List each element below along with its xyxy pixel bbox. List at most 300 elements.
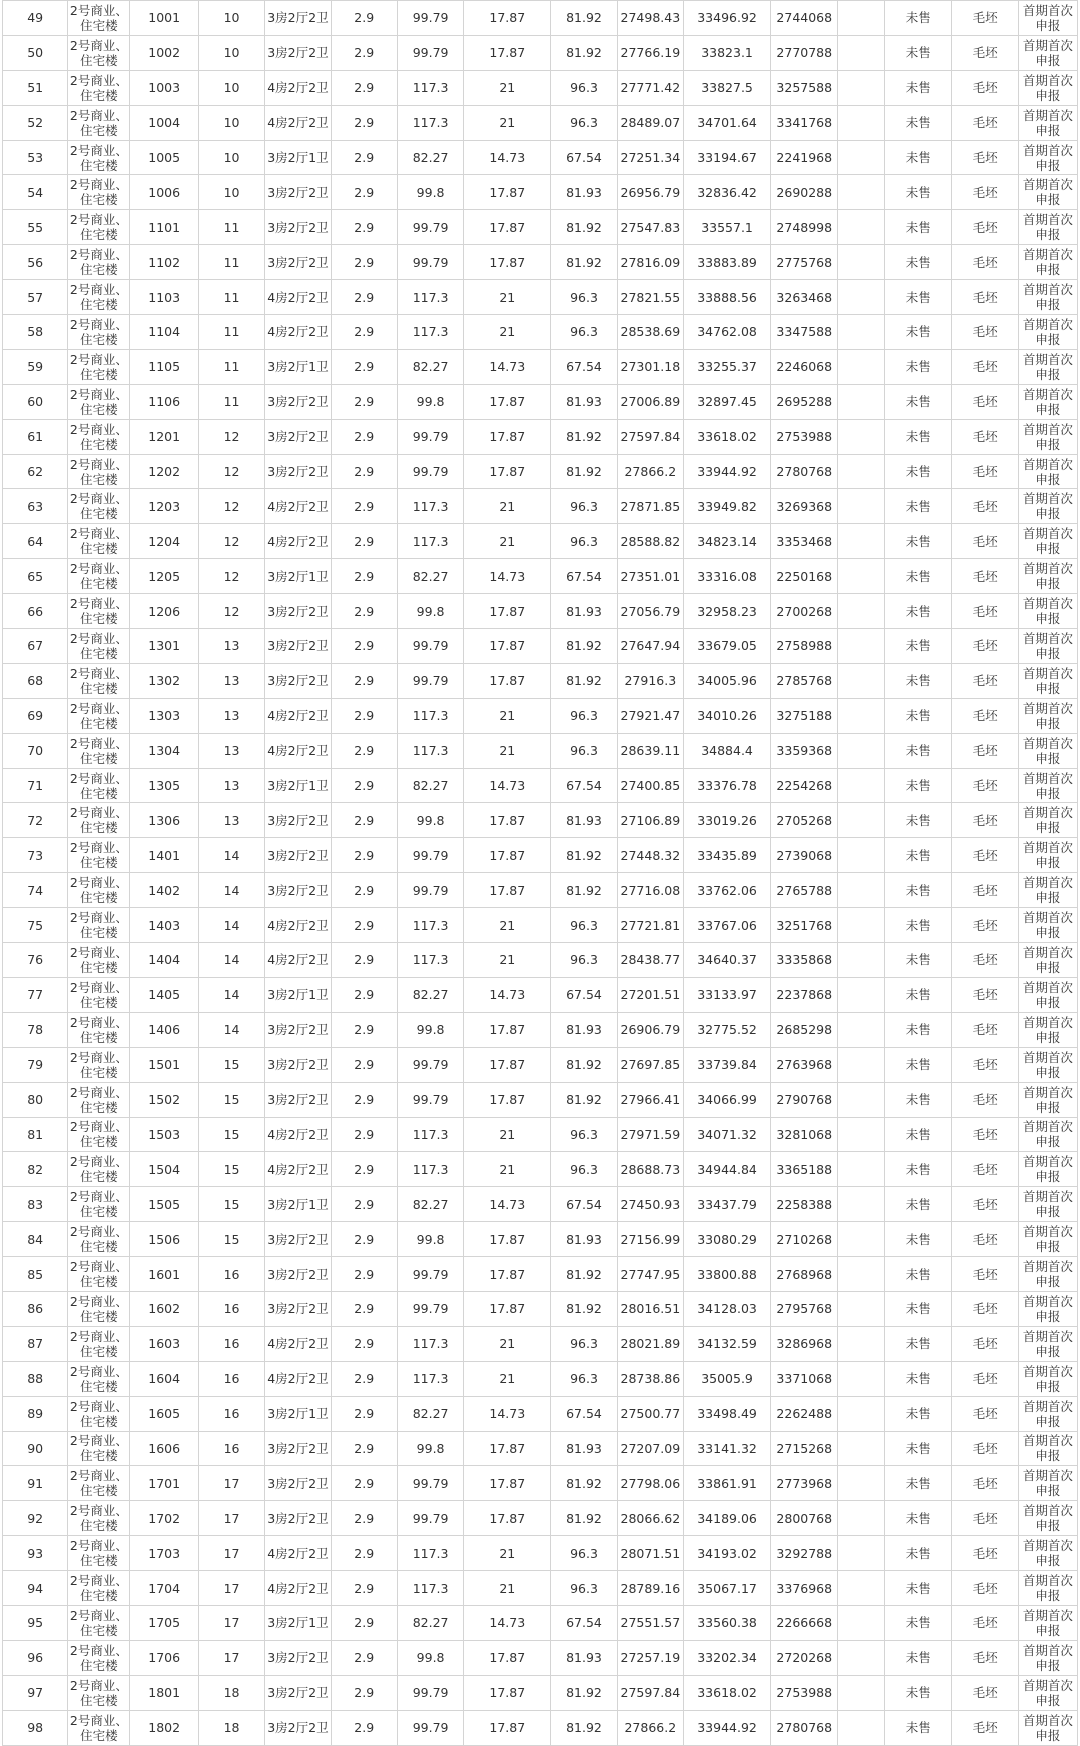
cell-inner-area: 67.54 [551,768,617,803]
cell-filing-status: 首期首次申报 [1018,768,1077,803]
cell-inner-area: 81.93 [551,1640,617,1675]
cell-row-number: 78 [3,1012,68,1047]
cell-price-per-inner-sqm: 33823.1 [684,35,771,70]
cell-inner-area: 67.54 [551,1187,617,1222]
cell-total-price: 2739068 [771,838,838,873]
cell-unit-number: 1802 [130,1710,198,1745]
cell-floor: 16 [198,1257,264,1292]
cell-filing-status: 首期首次申报 [1018,245,1077,280]
cell-shared-area: 17.87 [464,454,551,489]
cell-floor: 11 [198,210,264,245]
cell-floor-height: 2.9 [331,663,397,698]
table-row [3,210,1078,245]
cell-building: 2号商业、住宅楼 [68,175,130,210]
cell-finish-status: 毛坯 [952,977,1018,1012]
cell-row-number: 95 [3,1605,68,1640]
cell-sale-status: 未售 [885,1082,952,1117]
cell-floor-height: 2.9 [331,1710,397,1745]
cell-price-per-inner-sqm: 34128.03 [684,1291,771,1326]
cell-price-per-built-sqm: 27201.51 [617,977,683,1012]
cell-building: 2号商业、住宅楼 [68,35,130,70]
cell-total-price: 2254268 [771,768,838,803]
cell-building: 2号商业、住宅楼 [68,1047,130,1082]
cell-floor: 10 [198,175,264,210]
cell-unit-number: 1603 [130,1326,198,1361]
cell-floor: 13 [198,733,264,768]
cell-finish-status: 毛坯 [952,1710,1018,1745]
cell-floor: 15 [198,1187,264,1222]
cell-finish-status: 毛坯 [952,1187,1018,1222]
cell-price-per-built-sqm: 27816.09 [617,245,683,280]
cell-row-number: 60 [3,384,68,419]
cell-building: 2号商业、住宅楼 [68,280,130,315]
cell-layout: 3房2厅2卫 [265,384,331,419]
cell-filing-status: 首期首次申报 [1018,698,1077,733]
cell-sale-status: 未售 [885,175,952,210]
table-row [3,1361,1078,1396]
cell-layout: 3房2厅2卫 [265,419,331,454]
cell-price-per-built-sqm: 27006.89 [617,384,683,419]
cell-unit-number: 1103 [130,280,198,315]
cell-sale-status: 未售 [885,733,952,768]
cell-finish-status: 毛坯 [952,1431,1018,1466]
cell-layout: 3房2厅2卫 [265,873,331,908]
cell-price-per-inner-sqm: 32897.45 [684,384,771,419]
cell-sale-status: 未售 [885,419,952,454]
cell-built-area: 82.27 [397,1396,463,1431]
cell-floor-height: 2.9 [331,733,397,768]
cell-blank [838,1152,885,1187]
cell-shared-area: 21 [464,943,551,978]
cell-blank [838,315,885,350]
cell-shared-area: 17.87 [464,1501,551,1536]
cell-price-per-inner-sqm: 33498.49 [684,1396,771,1431]
cell-floor-height: 2.9 [331,768,397,803]
cell-total-price: 2770788 [771,35,838,70]
cell-sale-status: 未售 [885,1361,952,1396]
cell-finish-status: 毛坯 [952,245,1018,280]
cell-blank [838,977,885,1012]
cell-finish-status: 毛坯 [952,454,1018,489]
cell-floor: 10 [198,35,264,70]
cell-building: 2号商业、住宅楼 [68,943,130,978]
table-row [3,1466,1078,1501]
cell-shared-area: 14.73 [464,977,551,1012]
cell-price-per-inner-sqm: 33437.79 [684,1187,771,1222]
cell-blank [838,70,885,105]
cell-floor: 18 [198,1710,264,1745]
cell-unit-number: 1606 [130,1431,198,1466]
cell-filing-status: 首期首次申报 [1018,1605,1077,1640]
cell-finish-status: 毛坯 [952,489,1018,524]
cell-floor-height: 2.9 [331,943,397,978]
table-row [3,559,1078,594]
cell-blank [838,245,885,280]
cell-building: 2号商业、住宅楼 [68,315,130,350]
cell-total-price: 2773968 [771,1466,838,1501]
cell-built-area: 117.3 [397,524,463,559]
cell-inner-area: 81.92 [551,1710,617,1745]
cell-blank [838,1605,885,1640]
cell-row-number: 92 [3,1501,68,1536]
cell-layout: 3房2厅2卫 [265,1291,331,1326]
cell-floor-height: 2.9 [331,1291,397,1326]
cell-price-per-inner-sqm: 33194.67 [684,140,771,175]
table-row [3,105,1078,140]
cell-inner-area: 81.92 [551,1675,617,1710]
cell-shared-area: 17.87 [464,803,551,838]
cell-floor: 14 [198,977,264,1012]
table-row [3,1291,1078,1326]
cell-floor-height: 2.9 [331,105,397,140]
cell-built-area: 99.79 [397,629,463,664]
cell-unit-number: 1003 [130,70,198,105]
cell-price-per-inner-sqm: 33133.97 [684,977,771,1012]
cell-shared-area: 21 [464,698,551,733]
cell-filing-status: 首期首次申报 [1018,1536,1077,1571]
cell-total-price: 2690288 [771,175,838,210]
cell-row-number: 90 [3,1431,68,1466]
cell-filing-status: 首期首次申报 [1018,70,1077,105]
cell-building: 2号商业、住宅楼 [68,454,130,489]
cell-building: 2号商业、住宅楼 [68,1501,130,1536]
cell-total-price: 2780768 [771,454,838,489]
cell-unit-number: 1305 [130,768,198,803]
cell-inner-area: 96.3 [551,1571,617,1606]
cell-building: 2号商业、住宅楼 [68,768,130,803]
cell-row-number: 89 [3,1396,68,1431]
cell-price-per-inner-sqm: 34944.84 [684,1152,771,1187]
cell-built-area: 99.79 [397,245,463,280]
cell-building: 2号商业、住宅楼 [68,140,130,175]
cell-price-per-built-sqm: 27916.3 [617,663,683,698]
cell-finish-status: 毛坯 [952,1,1018,36]
cell-building: 2号商业、住宅楼 [68,1291,130,1326]
cell-layout: 3房2厅2卫 [265,629,331,664]
cell-price-per-inner-sqm: 33560.38 [684,1605,771,1640]
cell-built-area: 99.79 [397,1082,463,1117]
cell-built-area: 99.8 [397,175,463,210]
cell-inner-area: 96.3 [551,280,617,315]
cell-built-area: 117.3 [397,733,463,768]
cell-price-per-built-sqm: 27921.47 [617,698,683,733]
cell-blank [838,1,885,36]
cell-row-number: 87 [3,1326,68,1361]
cell-row-number: 91 [3,1466,68,1501]
cell-unit-number: 1401 [130,838,198,873]
cell-built-area: 99.8 [397,1431,463,1466]
cell-finish-status: 毛坯 [952,803,1018,838]
cell-inner-area: 96.3 [551,698,617,733]
cell-sale-status: 未售 [885,1675,952,1710]
cell-row-number: 69 [3,698,68,733]
cell-floor: 14 [198,873,264,908]
cell-floor-height: 2.9 [331,454,397,489]
cell-sale-status: 未售 [885,315,952,350]
cell-inner-area: 67.54 [551,1396,617,1431]
cell-sale-status: 未售 [885,140,952,175]
cell-total-price: 2720268 [771,1640,838,1675]
cell-price-per-built-sqm: 27400.85 [617,768,683,803]
cell-building: 2号商业、住宅楼 [68,1152,130,1187]
cell-floor-height: 2.9 [331,1047,397,1082]
cell-building: 2号商业、住宅楼 [68,733,130,768]
cell-total-price: 3269368 [771,489,838,524]
cell-layout: 4房2厅2卫 [265,698,331,733]
cell-built-area: 117.3 [397,943,463,978]
cell-floor-height: 2.9 [331,1257,397,1292]
cell-filing-status: 首期首次申报 [1018,1571,1077,1606]
cell-floor-height: 2.9 [331,419,397,454]
cell-unit-number: 1701 [130,1466,198,1501]
cell-shared-area: 17.87 [464,594,551,629]
cell-row-number: 98 [3,1710,68,1745]
cell-price-per-inner-sqm: 32775.52 [684,1012,771,1047]
table-row [3,349,1078,384]
cell-filing-status: 首期首次申报 [1018,1222,1077,1257]
table-row [3,1082,1078,1117]
cell-filing-status: 首期首次申报 [1018,1152,1077,1187]
cell-sale-status: 未售 [885,977,952,1012]
cell-unit-number: 1206 [130,594,198,629]
cell-floor: 10 [198,70,264,105]
cell-unit-number: 1404 [130,943,198,978]
cell-row-number: 64 [3,524,68,559]
cell-row-number: 75 [3,908,68,943]
cell-built-area: 117.3 [397,70,463,105]
cell-blank [838,908,885,943]
cell-inner-area: 96.3 [551,1536,617,1571]
cell-building: 2号商业、住宅楼 [68,1605,130,1640]
cell-total-price: 3365188 [771,1152,838,1187]
cell-floor-height: 2.9 [331,489,397,524]
cell-unit-number: 1006 [130,175,198,210]
table-row [3,594,1078,629]
cell-row-number: 96 [3,1640,68,1675]
table-row [3,1605,1078,1640]
cell-row-number: 67 [3,629,68,664]
cell-total-price: 3353468 [771,524,838,559]
cell-shared-area: 21 [464,315,551,350]
cell-floor-height: 2.9 [331,1117,397,1152]
cell-unit-number: 1302 [130,663,198,698]
table-row [3,489,1078,524]
table-row [3,245,1078,280]
cell-total-price: 3263468 [771,280,838,315]
cell-row-number: 97 [3,1675,68,1710]
cell-row-number: 55 [3,210,68,245]
cell-finish-status: 毛坯 [952,1012,1018,1047]
cell-price-per-inner-sqm: 33618.02 [684,419,771,454]
cell-layout: 3房2厅2卫 [265,35,331,70]
cell-unit-number: 1503 [130,1117,198,1152]
cell-blank [838,768,885,803]
cell-layout: 4房2厅2卫 [265,105,331,140]
table-row [3,70,1078,105]
table-row [3,873,1078,908]
cell-building: 2号商业、住宅楼 [68,1571,130,1606]
cell-blank [838,1222,885,1257]
cell-layout: 3房2厅1卫 [265,1605,331,1640]
cell-floor: 12 [198,454,264,489]
cell-blank [838,1536,885,1571]
cell-shared-area: 17.87 [464,838,551,873]
cell-sale-status: 未售 [885,803,952,838]
cell-finish-status: 毛坯 [952,140,1018,175]
cell-filing-status: 首期首次申报 [1018,1012,1077,1047]
cell-price-per-built-sqm: 28738.86 [617,1361,683,1396]
cell-finish-status: 毛坯 [952,698,1018,733]
cell-blank [838,105,885,140]
cell-floor-height: 2.9 [331,1222,397,1257]
cell-total-price: 3281068 [771,1117,838,1152]
cell-blank [838,35,885,70]
cell-sale-status: 未售 [885,280,952,315]
cell-finish-status: 毛坯 [952,1047,1018,1082]
cell-price-per-built-sqm: 27251.34 [617,140,683,175]
cell-finish-status: 毛坯 [952,1291,1018,1326]
cell-unit-number: 1105 [130,349,198,384]
cell-shared-area: 14.73 [464,768,551,803]
cell-sale-status: 未售 [885,768,952,803]
cell-inner-area: 96.3 [551,105,617,140]
table-row [3,315,1078,350]
cell-price-per-inner-sqm: 34071.32 [684,1117,771,1152]
cell-floor: 17 [198,1605,264,1640]
cell-price-per-inner-sqm: 33944.92 [684,454,771,489]
cell-price-per-built-sqm: 28588.82 [617,524,683,559]
cell-blank [838,733,885,768]
cell-row-number: 79 [3,1047,68,1082]
cell-inner-area: 81.92 [551,1466,617,1501]
cell-row-number: 50 [3,35,68,70]
cell-building: 2号商业、住宅楼 [68,629,130,664]
cell-row-number: 56 [3,245,68,280]
cell-floor: 13 [198,663,264,698]
cell-built-area: 99.79 [397,1710,463,1745]
cell-price-per-built-sqm: 27697.85 [617,1047,683,1082]
cell-row-number: 76 [3,943,68,978]
cell-building: 2号商业、住宅楼 [68,1466,130,1501]
cell-total-price: 2790768 [771,1082,838,1117]
cell-floor-height: 2.9 [331,70,397,105]
cell-unit-number: 1505 [130,1187,198,1222]
table-row [3,908,1078,943]
cell-row-number: 80 [3,1082,68,1117]
cell-finish-status: 毛坯 [952,1222,1018,1257]
cell-layout: 3房2厅1卫 [265,349,331,384]
table-row [3,1187,1078,1222]
cell-total-price: 2744068 [771,1,838,36]
cell-built-area: 99.79 [397,1257,463,1292]
cell-blank [838,803,885,838]
cell-floor: 12 [198,419,264,454]
cell-total-price: 2795768 [771,1291,838,1326]
cell-price-per-inner-sqm: 34132.59 [684,1326,771,1361]
cell-finish-status: 毛坯 [952,70,1018,105]
cell-price-per-built-sqm: 28438.77 [617,943,683,978]
cell-row-number: 93 [3,1536,68,1571]
cell-shared-area: 21 [464,524,551,559]
cell-price-per-inner-sqm: 33618.02 [684,1675,771,1710]
cell-price-per-built-sqm: 27721.81 [617,908,683,943]
cell-inner-area: 81.92 [551,1257,617,1292]
cell-price-per-built-sqm: 28538.69 [617,315,683,350]
cell-price-per-inner-sqm: 34010.26 [684,698,771,733]
table-row [3,1396,1078,1431]
cell-built-area: 99.79 [397,35,463,70]
table-row [3,1222,1078,1257]
cell-built-area: 99.79 [397,838,463,873]
cell-built-area: 99.79 [397,454,463,489]
cell-building: 2号商业、住宅楼 [68,105,130,140]
cell-price-per-built-sqm: 27106.89 [617,803,683,838]
cell-blank [838,1012,885,1047]
cell-shared-area: 14.73 [464,140,551,175]
cell-floor: 10 [198,140,264,175]
table-row [3,629,1078,664]
cell-filing-status: 首期首次申报 [1018,1082,1077,1117]
cell-sale-status: 未售 [885,1396,952,1431]
cell-finish-status: 毛坯 [952,1501,1018,1536]
cell-price-per-built-sqm: 27207.09 [617,1431,683,1466]
cell-floor-height: 2.9 [331,1466,397,1501]
cell-inner-area: 96.3 [551,943,617,978]
cell-finish-status: 毛坯 [952,35,1018,70]
cell-floor-height: 2.9 [331,1640,397,1675]
cell-shared-area: 21 [464,1152,551,1187]
cell-floor: 12 [198,489,264,524]
table-row [3,140,1078,175]
cell-unit-number: 1704 [130,1571,198,1606]
cell-price-per-built-sqm: 27771.42 [617,70,683,105]
cell-sale-status: 未售 [885,1710,952,1745]
cell-finish-status: 毛坯 [952,1605,1018,1640]
cell-filing-status: 首期首次申报 [1018,1117,1077,1152]
cell-built-area: 117.3 [397,908,463,943]
table-row [3,943,1078,978]
cell-floor-height: 2.9 [331,1152,397,1187]
housing-price-table [2,0,1078,1746]
cell-total-price: 3371068 [771,1361,838,1396]
cell-floor: 10 [198,105,264,140]
cell-inner-area: 81.92 [551,1082,617,1117]
cell-price-per-inner-sqm: 33316.08 [684,559,771,594]
cell-total-price: 2780768 [771,1710,838,1745]
cell-shared-area: 21 [464,489,551,524]
cell-building: 2号商业、住宅楼 [68,1082,130,1117]
cell-floor-height: 2.9 [331,698,397,733]
cell-floor-height: 2.9 [331,1012,397,1047]
cell-floor-height: 2.9 [331,1187,397,1222]
cell-building: 2号商业、住宅楼 [68,210,130,245]
cell-sale-status: 未售 [885,1466,952,1501]
cell-price-per-built-sqm: 27498.43 [617,1,683,36]
cell-inner-area: 96.3 [551,489,617,524]
cell-filing-status: 首期首次申报 [1018,803,1077,838]
cell-blank [838,1361,885,1396]
table-row [3,1710,1078,1745]
cell-floor: 17 [198,1536,264,1571]
cell-blank [838,594,885,629]
cell-finish-status: 毛坯 [952,210,1018,245]
cell-price-per-inner-sqm: 32836.42 [684,175,771,210]
cell-inner-area: 81.93 [551,594,617,629]
cell-floor: 13 [198,698,264,733]
cell-sale-status: 未售 [885,1501,952,1536]
cell-filing-status: 首期首次申报 [1018,1396,1077,1431]
cell-floor-height: 2.9 [331,245,397,280]
